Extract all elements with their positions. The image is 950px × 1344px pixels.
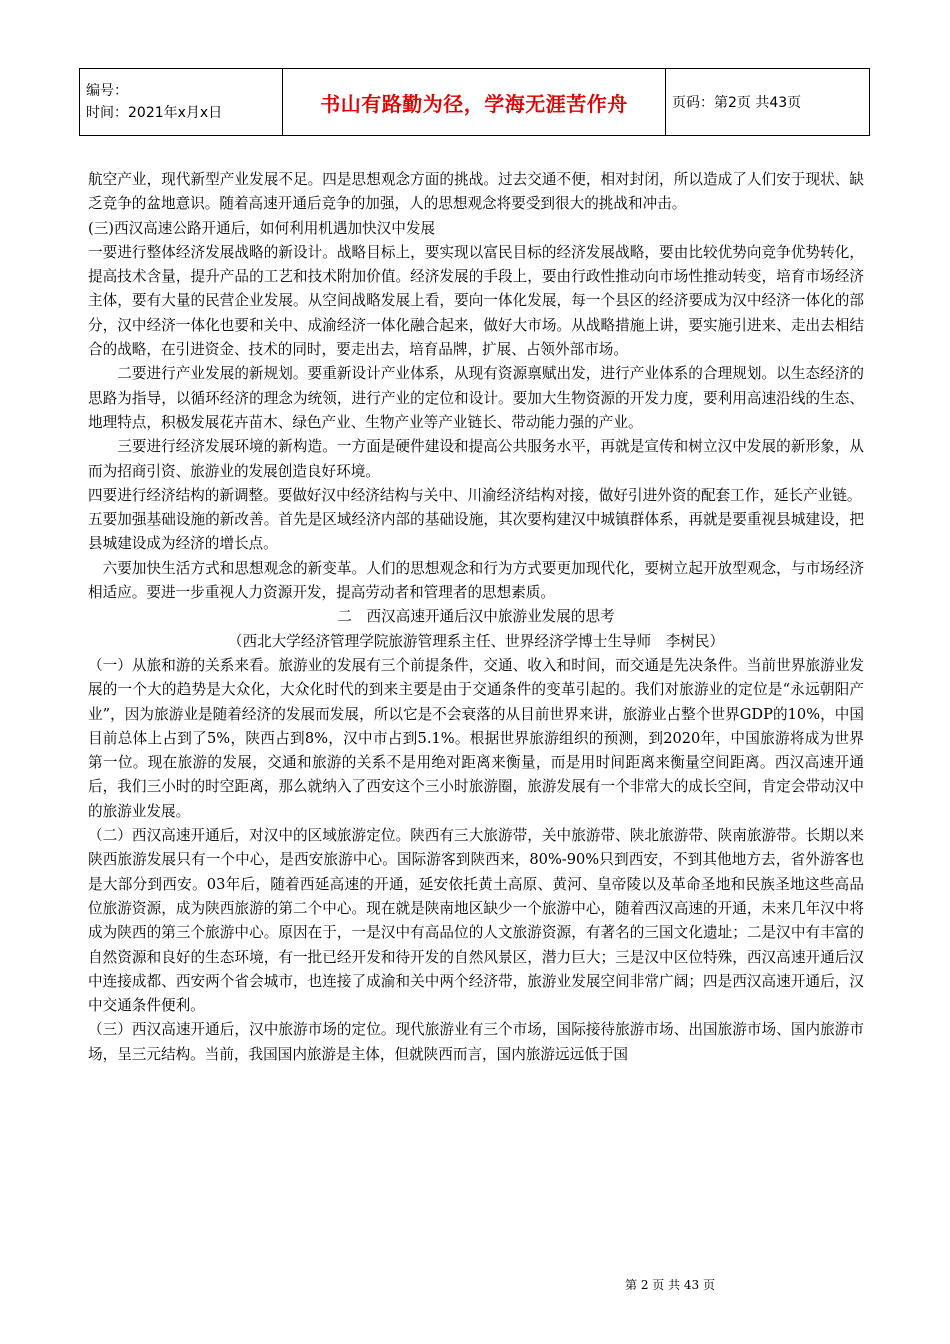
body-paragraph: 航空产业，现代新型产业发展不足。四是思想观念方面的挑战。过去交通不便，相对封闭，所以造成了人们安于现状、缺乏竞争的盆地意识。随着高速开通后竞争的加强，人的思想观念将要受到很大的挑战和冲击。 xyxy=(88,171,864,213)
body-paragraph: 四要进行经济结构的新调整。要做好汉中经济结构与关中、川渝经济结构对接，做好引进外资的配套工作，延长产业链。 xyxy=(88,486,862,504)
section-heading: (三)西汉高速公路开通后，如何利用机遇加快汉中发展 xyxy=(88,219,436,237)
page-footer: 第 2 页 共 43 页 xyxy=(625,1278,715,1292)
document-body xyxy=(88,168,864,1067)
document-header xyxy=(79,68,870,136)
body-paragraph: （一）从旅和游的关系来看。旅游业的发展有三个前提条件，交通、收入和时间，而交通是先决条件。当前世界旅游业发展的一个大的趋势是大众化，大众化时代的到来主要是由于交通条件的变革引起的。我们对旅游业的定位是“永远朝阳产业”，因为旅游业是随着经济的发展而发展，所以它是不会衰落的从目前世界来讲，旅游业占整个世界GDP的10%，中国目前总体上占到了5%，陕西占到8%，汉中市占到5.1%。根据世界旅游组织的预测，到2020年，中国旅游将成为世界第一位。现在旅游的发展，交通和旅游的关系不是用绝对距离来衡量，而是用时间距离来衡量空间距离。西汉高速开通后，我们三小时的时空距离，那么就纳入了西安这个三小时旅游圈，旅游发展有一个非常大的成长空间，肯定会带动汉中的旅游业发展。 xyxy=(88,656,864,820)
body-paragraph: 三要进行经济发展环境的新构造。一方面是硬件建设和提高公共服务水平，再就是宣传和树立汉中发展的新形象，从而为招商引资、旅游业的发展创造良好环境。 xyxy=(88,438,864,480)
body-paragraph: 二要进行产业发展的新规划。要重新设计产业体系，从现有资源禀赋出发，进行产业体系的合理规划。以生态经济的思路为指导，以循环经济的理念为统领，进行产业的定位和设计。要加大生物资源的开发力度，要利用高速沿线的生态、地理特点，积极发展花卉苗木、绿色产业、生物产业等产业链长、带动能力强的产业。 xyxy=(88,365,864,431)
section-title: 二 西汉高速开通后汉中旅游业发展的思考 xyxy=(337,608,615,626)
body-paragraph: （三）西汉高速开通后，汉中旅游市场的定位。现代旅游业有三个市场，国际接待旅游市场、出国旅游市场、国内旅游市场，呈三元结构。当前，我国国内旅游是主体，但就陕西而言，国内旅游远远低于国 xyxy=(88,1021,864,1063)
body-paragraph: （二）西汉高速开通后，对汉中的区域旅游定位。陕西有三大旅游带，关中旅游带、陕北旅游带、陕南旅游带。长期以来陕西旅游发展只有一个中心，是西安旅游中心。国际游客到陕西来，80%-90%只到西安，不到其他地方去，省外游客也是大部分到西安。03年后，随着西延高速的开通，延安依托黄土高原、黄河、皇帝陵以及革命圣地和民族圣地这些高品位旅游资源，成为陕西旅游的第二个中心。现在就是陕南地区缺少一个旅游中心，随着西汉高速的开通，未来几年汉中将成为陕西的第三个旅游中心。原因在于，一是汉中有高品位的人文旅游资源，有著名的三国文化遗址；二是汉中有丰富的自然资源和良好的生态环境，有一批已经开发和待开发的自然风景区，潜力巨大；三是汉中区位特殊，西汉高速开通后汉中连接成都、西安两个省会城市，也连接了成渝和关中两个经济带，旅游业发展空间非常广阔；四是西汉高速开通后，汉中交通条件便利。 xyxy=(88,827,864,1015)
author-line: （西北大学经济管理学院旅游管理系主任、世界经济学博士生导师 李树民） xyxy=(227,632,725,650)
date-label: 时间：2021年x月x日 xyxy=(86,105,223,121)
body-paragraph: 六要加快生活方式和思想观念的新变革。人们的思想观念和行为方式要更加现代化，要树立起开放型观念，与市场经济相适应。要进一步重视人力资源开发，提高劳动者和管理者的思想素质。 xyxy=(88,559,864,602)
header-motto: 书山有路勤为径，学海无涯苦作舟 xyxy=(283,69,666,136)
header-page-info: 页码：第2页 共43页 xyxy=(666,69,870,136)
body-paragraph: 五要加强基础设施的新改善。首先是区域经济内部的基础设施，其次要构建汉中城镇群体系，再就是要重视县城建设，把县城建设成为经济的增长点。 xyxy=(88,511,864,553)
header-meta-cell xyxy=(80,69,283,136)
serial-number-label: 编号： xyxy=(86,83,128,99)
body-paragraph: 一要进行整体经济发展战略的新设计。战略目标上，要实现以富民目标的经济发展战略，要由比较优势向竞争优势转化，提高技术含量，提升产品的工艺和技术附加价值。经济发展的手段上，要由行政性推动向市场性推动转变，培育市场经济主体，要有大量的民营企业发展。从空间战略发展上看，要向一体化发展，每一个县区的经济要成为汉中经济一体化的部分，汉中经济一体化也要和关中、成渝经济一体化融合起来，做好大市场。从战略措施上讲，要实施引进来、走出去相结合的战略，在引进资金、技术的同时，要走出去，培育品牌，扩展、占领外部市场。 xyxy=(88,243,864,359)
